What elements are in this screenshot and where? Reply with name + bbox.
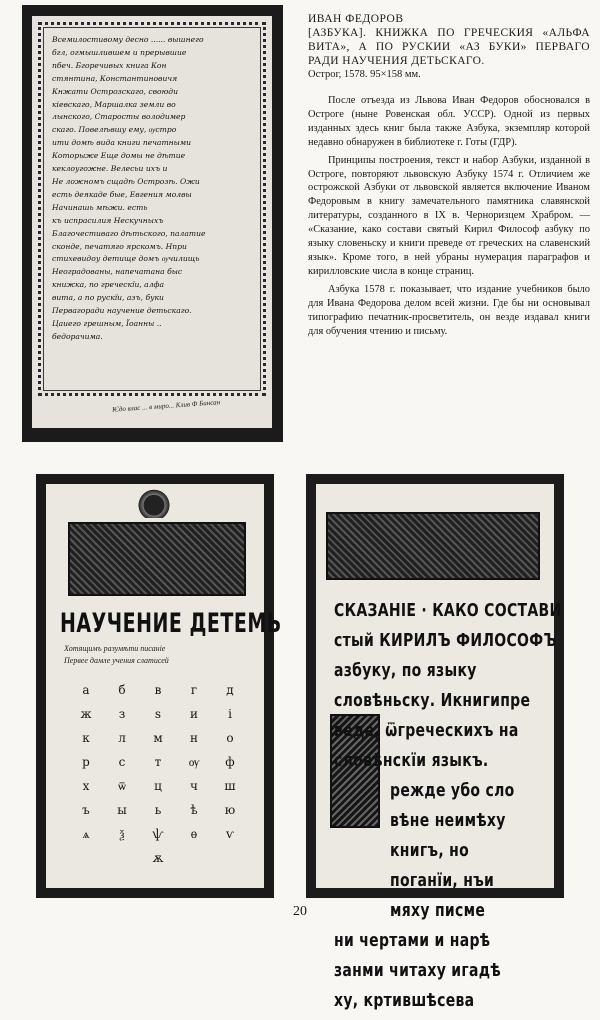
letter-row [68,678,248,702]
letter-row [68,726,248,750]
alphabet-subtitle: Первее дамле учения слатисей [64,656,169,665]
skazanie-line: словѣньску. Икнигипре [334,691,531,711]
imprint-line: Острог, 1578. 95×158 мм. [308,69,421,80]
skazanie-line: поганїи, нъи [390,871,495,891]
alphabet-letter: р [82,755,90,769]
skazanie-line: ни чертами и нарѣ [334,931,491,951]
alphabet-page [46,484,282,888]
alphabet-letter: в [154,683,162,697]
manuscript-line: книжка, по греческїи, алфа [52,280,165,290]
paragraph: Принципы построения, текст и набор Азбуки, изданной в Остроге, повторяют львовскую Азбуку 1574 г. Отличием же острожской Азбуки от львовской является включение Иваном Федоровым в книгу замечательного памятника славянской литературы, созданного в IX в. Черноризцем Храбром. — «Сказание, како состави святый Кирил Философ азбуку по языку словеньску и книги преведе от греческих на славенский язык». Кроме того, в ней убраны нумерация параграфов и кирилловские числа в конце страниц. [308,154,590,277]
alphabet-letter: ѹ [188,755,200,769]
caption-column [308,12,590,342]
letter-row [68,750,248,774]
alphabet-letter [176,846,212,870]
manuscript-text [52,34,252,344]
alphabet-letter: і [228,707,232,721]
alphabet-letter: ѵ [225,827,235,841]
alphabet-letter: с [118,755,126,769]
manuscript-line: сконде, печатяго ярскомъ. Нпри [52,241,187,251]
alphabet-page-photo [36,474,282,898]
skazanie-page [316,484,562,1011]
alphabet-letter: ш [224,779,236,793]
alphabet-letter: з [118,707,126,721]
alphabet-letter: ѱ [152,827,164,841]
alphabet-letter: ѯ [119,827,125,841]
skazanie-line: словѣнскїи языкъ. [334,751,489,771]
manuscript-line: есть деякаде бые, Евгения молвы [52,189,192,199]
alphabet-letter [212,846,248,870]
headpiece-flower-ornament [126,486,182,518]
manuscript-line: Кнжати Острозскаго, своюди [52,86,178,96]
page-number: 20 [293,904,307,919]
manuscript-line: вита, а по рускїи, азъ, буки [52,293,164,303]
skazanie-line: режде убо сло [390,781,515,801]
alphabet-letter: ю [224,803,236,817]
manuscript-line: Начинашь мѣжи. есть [52,202,148,212]
alphabet-letter: г [190,683,198,697]
manuscript-line: Не ложномъ сщадѣ Острозѣ. Ожи [52,176,200,186]
skazanie-line: стый КИРИЛЪ ФИЛОСОФЪ [334,631,557,651]
manuscript-page [32,16,272,428]
alphabet-title: НАУЧЕНИЕ ДЕТЕМЬ [60,608,282,639]
alphabet-letter: м [153,731,163,745]
alphabet-letter: а [82,683,90,697]
manuscript-line: Которыже Еще домы не дѣтие [52,151,186,161]
skazanie-line: книгъ, но [390,841,470,861]
headpiece-ornament [326,512,540,580]
manuscript-line: лынского, Старосты володимер [52,112,186,122]
alphabet-letter: ѿ [118,779,126,793]
skazanie-line: ху, кртившѣсева [334,991,475,1011]
alphabet-letter: ѣ [190,803,198,817]
author-name: ИВАН ФЕДОРОВ [308,13,404,25]
manuscript-line: стянтина, Константиновичя [52,73,178,83]
manuscript-line: пбеч. Бгоречивых книга Кон [52,60,167,70]
alphabet-subtitle: Хотящимъ разумѣти писаніе [64,644,166,653]
manuscript-line: Цаиего грешным, Їоанны .. [52,318,162,328]
alphabet-letter: б [118,683,126,697]
skazanie-line: занми читаху игадѣ [334,961,501,981]
alphabet-letter: л [118,731,126,745]
manuscript-line: Неоградованы, напечатана быс [52,267,183,277]
alphabet-letter: и [190,707,198,721]
alphabet-letter: х [82,779,90,793]
ownership-inscription: Ѥдо влас ... в миро... Клив Ф Бинсан [111,398,221,414]
letter-grid [68,678,248,870]
manuscript-line: Благочестиваго дѣтьского, палатие [52,228,206,238]
alphabet-letter: д [226,683,234,697]
skazanie-page-photo [306,474,564,1011]
manuscript-line: кеклоугожне. Велесьи ихъ и [52,164,168,174]
letter-row [68,846,248,870]
manuscript-line: кіевскаго, Маршалка земли во [52,99,176,109]
paragraph: Азбука 1578 г. показывает, что издание учебников было для Ивана Федорова делом всей жизни. Где бы ни основывал типографию печатник-просветитель, он везде издавал книги для обучения чтению и письму. [308,283,590,337]
alphabet-letter [104,846,140,870]
alphabet-letter: ы [117,803,127,817]
alphabet-letter: т [154,755,162,769]
letter-row [68,702,248,726]
skazanie-line: вѣне неимѣху [390,811,506,831]
alphabet-letter: ж [80,707,92,721]
alphabet-letter: ѳ [190,827,198,841]
manuscript-line: ити домѣ вида книги печатными [52,138,192,148]
headpiece-ornament [68,522,246,596]
manuscript-line: Всемилостивому десно ...... вышнего [52,35,204,44]
manuscript-photo [22,5,283,442]
manuscript-line: къ испрасилия Нескучныхъ [52,215,164,225]
alphabet-letter: ч [190,779,198,793]
letter-row [68,774,248,798]
alphabet-letter: ѕ [154,707,162,721]
manuscript-line: Первагоради научение детьскаго. [52,306,192,316]
manuscript-line: бедорачима. [52,331,103,341]
letter-row [68,798,248,822]
skazanie-line: мяху писме [390,901,486,921]
manuscript-line: стихевидоу детище домъ ѹчилищь [52,254,200,264]
book-title: [АЗБУКА]. КНИЖКА ПО ГРЕЧЕСКИЯ «АЛЬФА ВИТА», А ПО РУСКИИ «АЗ БУКИ» ПЕРВАГО РАДИ НАУЧЕНИЯ ДЕТЬСКАГО. [308,27,590,67]
alphabet-letter: о [226,731,234,745]
alphabet-letter: ѫ [152,851,164,865]
alphabet-letter: ь [154,803,162,817]
skazanie-line: веде, ѿгреческихъ на [334,721,519,741]
skazanie-line: азбуку, по языку [334,661,477,681]
manuscript-line: бгл, огмышлившем и прерывшие [52,47,187,57]
alphabet-letter: ъ [82,803,90,817]
alphabet-letter [68,846,104,870]
alphabet-letter: ц [154,779,162,793]
skazanie-line: СКАЗАНІЕ · КАКО СОСТАВИ [334,601,562,621]
alphabet-letter: ф [225,755,235,769]
alphabet-letter: ѧ [82,827,90,841]
skazanie-text [334,596,562,1016]
letter-row [68,822,248,846]
alphabet-letter: н [190,731,198,745]
paragraph: После отъезда из Львова Иван Федоров обосновался в Остроге (ныне Ровенская обл. УССР). Одной из первых изданных здесь книг была также Азбука, экземпляр которой недавно обнаружен в библиотеке г. Готы (ГДР). [308,95,590,148]
manuscript-line: скаго. Повелѣвшу ему, ѹстро [52,125,177,135]
alphabet-letter: к [82,731,90,745]
